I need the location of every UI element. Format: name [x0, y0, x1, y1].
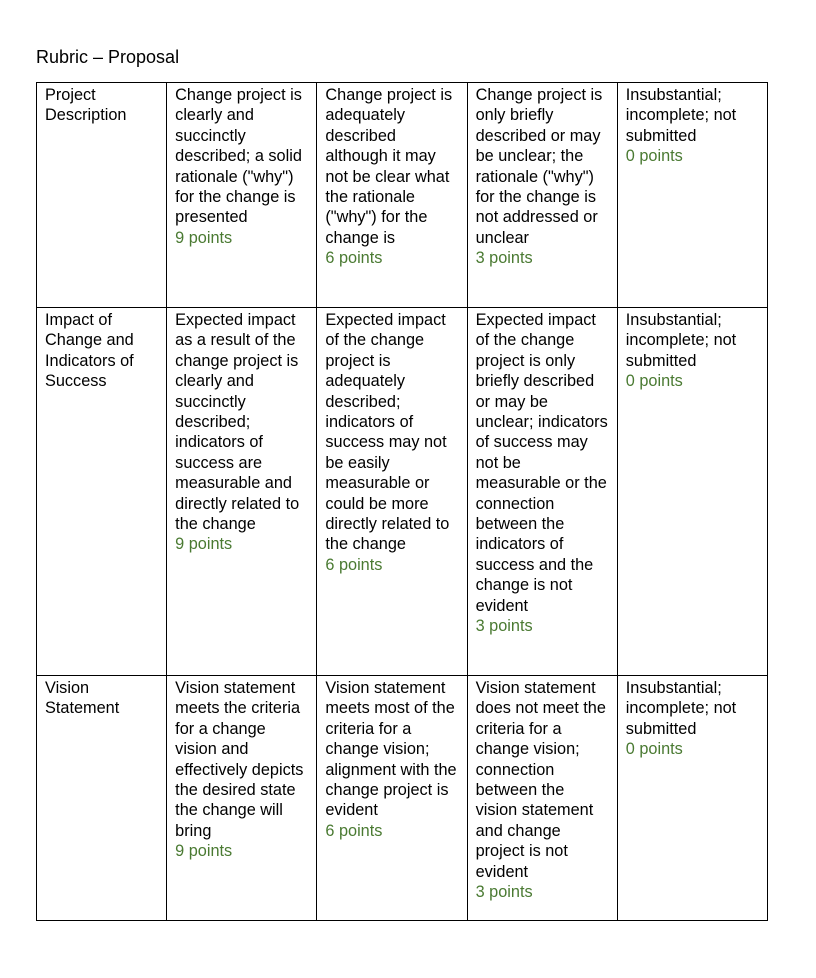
criterion-cell	[37, 308, 167, 676]
level-cell-6	[317, 308, 467, 676]
level-description: Vision statement does not meet the criteria for a change vision; connection between the vision statement and change project is not evident	[475, 679, 606, 881]
points-label: 6 points	[325, 249, 383, 268]
level-description: Insubstantial; incomplete; not submitted	[625, 679, 737, 738]
level-description: Change project is only briefly described or may be unclear; the rationale ("why") for the change is not addressed or unclear	[475, 86, 603, 247]
level-description: Expected impact of the change project is only briefly described or may be unclear; indicators of success may not be measurable or the connection between the indicators of success and the change is not evident	[475, 311, 608, 615]
level-description: Change project is clearly and succinctly described; a solid rationale ("why") for the change is presented	[175, 86, 302, 227]
points-label: 3 points	[475, 249, 533, 268]
level-cell-0	[617, 676, 767, 921]
rubric-table	[36, 82, 768, 921]
points-label: 3 points	[475, 883, 533, 902]
level-cell-6	[317, 676, 467, 921]
points-label: 0 points	[625, 372, 683, 391]
points-label: 9 points	[175, 228, 233, 247]
criterion-cell	[37, 676, 167, 921]
points-label: 9 points	[175, 535, 233, 554]
criterion-label: Impact of Change and Indicators of Success	[45, 311, 134, 391]
level-cell-3	[467, 676, 617, 921]
points-label: 9 points	[175, 842, 233, 861]
level-description: Vision statement meets most of the criteria for a change vision; alignment with the change project is evident	[325, 679, 457, 820]
level-cell-0	[617, 308, 767, 676]
level-description: Expected impact of the change project is adequately described; indicators of success may not be easily measurable or could be more directly related to the change	[325, 311, 450, 554]
level-description: Insubstantial; incomplete; not submitted	[625, 86, 737, 145]
points-label: 0 points	[625, 740, 683, 759]
points-label: 6 points	[325, 821, 383, 840]
points-label: 6 points	[325, 555, 383, 574]
level-description: Vision statement meets the criteria for a change vision and effectively depicts the desired state the change will bring	[175, 679, 304, 840]
criterion-label: Project Description	[45, 86, 127, 125]
table-row-project-description	[37, 83, 768, 308]
criterion-label: Vision Statement	[45, 679, 120, 718]
points-label: 3 points	[475, 617, 533, 636]
level-cell-9	[167, 676, 317, 921]
level-cell-3	[467, 83, 617, 308]
criterion-cell	[37, 83, 167, 308]
points-label: 0 points	[625, 147, 683, 166]
level-description: Insubstantial; incomplete; not submitted	[625, 311, 737, 370]
level-description: Change project is adequately described although it may not be clear what the rationale ("why") for the change is	[325, 86, 453, 247]
level-cell-9	[167, 308, 317, 676]
level-description: Expected impact as a result of the change project is clearly and succinctly described; indicators of success are measurable and directly related to the change	[175, 311, 300, 534]
level-cell-6	[317, 83, 467, 308]
table-row-vision-statement	[37, 676, 768, 921]
level-cell-3	[467, 308, 617, 676]
page-title: Rubric – Proposal	[36, 47, 180, 67]
table-row-impact-of-change	[37, 308, 768, 676]
level-cell-0	[617, 83, 767, 308]
level-cell-9	[167, 83, 317, 308]
